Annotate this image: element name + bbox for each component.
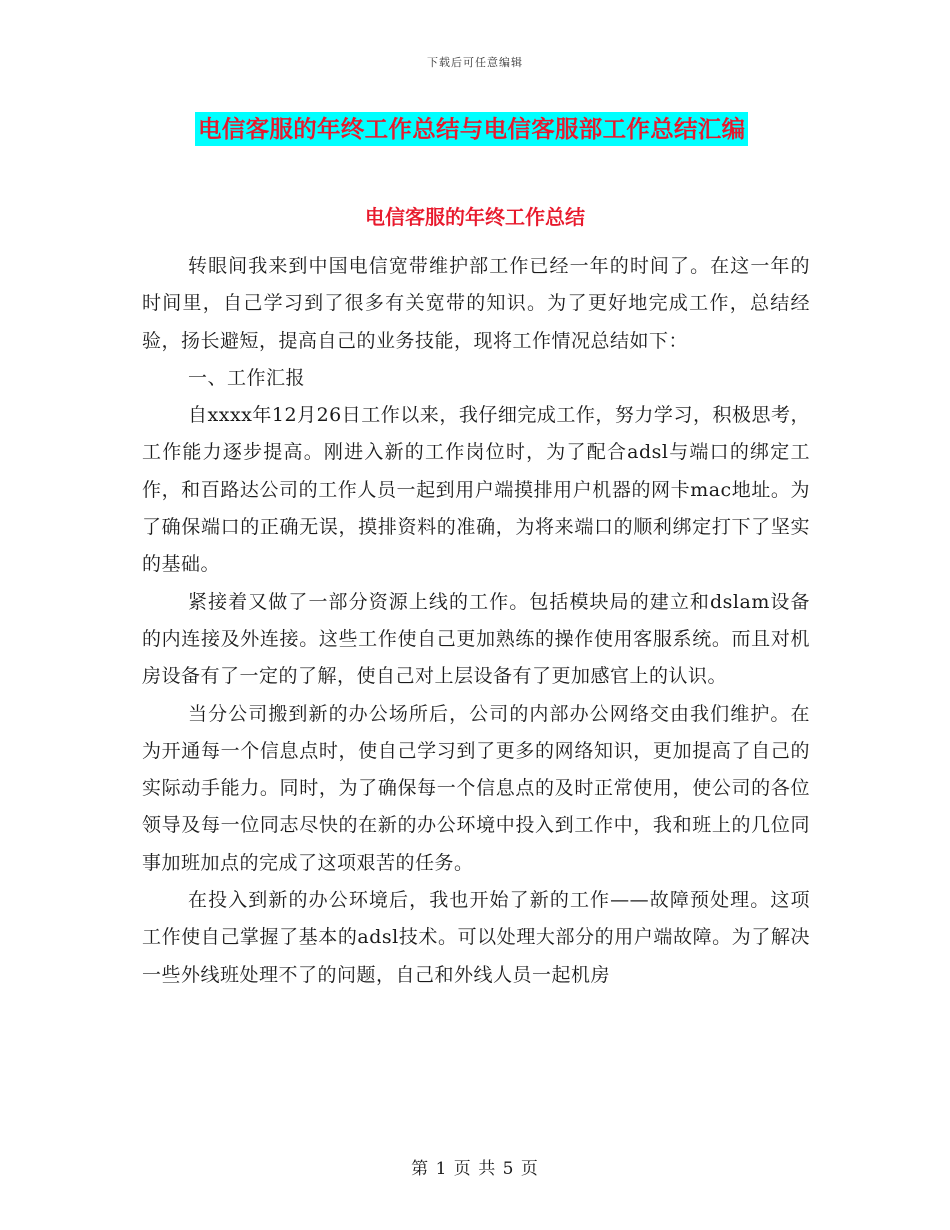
paragraph: 转眼间我来到中国电信宽带维护部工作已经一年的时间了。在这一年的时间里，自己学习到了很多有关宽带的知识。为了更好地完成工作，总结经验，扬长避短，提高自己的业务技能，现将工作情况总结如下： — [142, 255, 810, 352]
body-text — [142, 248, 810, 994]
section-heading: 一、工作汇报 — [188, 366, 306, 389]
page-footer: 第 1 页 共 5 页 — [411, 1159, 539, 1179]
section-title: 电信客服的年终工作总结 — [365, 205, 585, 229]
header-note: 下载后可任意编辑 — [427, 56, 523, 69]
paragraph: 当分公司搬到新的办公场所后，公司的内部办公网络交由我们维护。在为开通每一个信息点时，使自己学习到了更多的网络知识，更加提高了自己的实际动手能力。同时，为了确保每一个信息点的及时正常使用，使公司的各位领导及每一位同志尽快的在新的办公环境中投入到工作中，我和班上的几位同事加班加点的完成了这项艰苦的任务。 — [142, 702, 810, 874]
document-title: 电信客服的年终工作总结与电信客服部工作总结汇编 — [198, 115, 746, 143]
document-title-highlight — [195, 112, 748, 146]
paragraph: 在投入到新的办公环境后，我也开始了新的工作——故障预处理。这项工作使自己掌握了基本的adsl技术。可以处理大部分的用户端故障。为了解决一些外线班处理不了的问题，自己和外线人员一起机房 — [142, 889, 810, 986]
paragraph: 紧接着又做了一部分资源上线的工作。包括模块局的建立和dslam设备的内连接及外连接。这些工作使自己更加熟练的操作使用客服系统。而且对机房设备有了一定的了解，使自己对上层设备有了更加感官上的认识。 — [142, 590, 810, 688]
paragraph: 自xxxx年12月26日工作以来，我仔细完成工作，努力学习，积极思考，工作能力逐步提高。刚进入新的工作岗位时，为了配合adsl与端口的绑定工作，和百路达公司的工作人员一起到用户端摸排用户机器的网卡mac地址。为了确保端口的正确无误，摸排资料的准确，为将来端口的顺利绑定打下了坚实的基础。 — [142, 404, 810, 576]
